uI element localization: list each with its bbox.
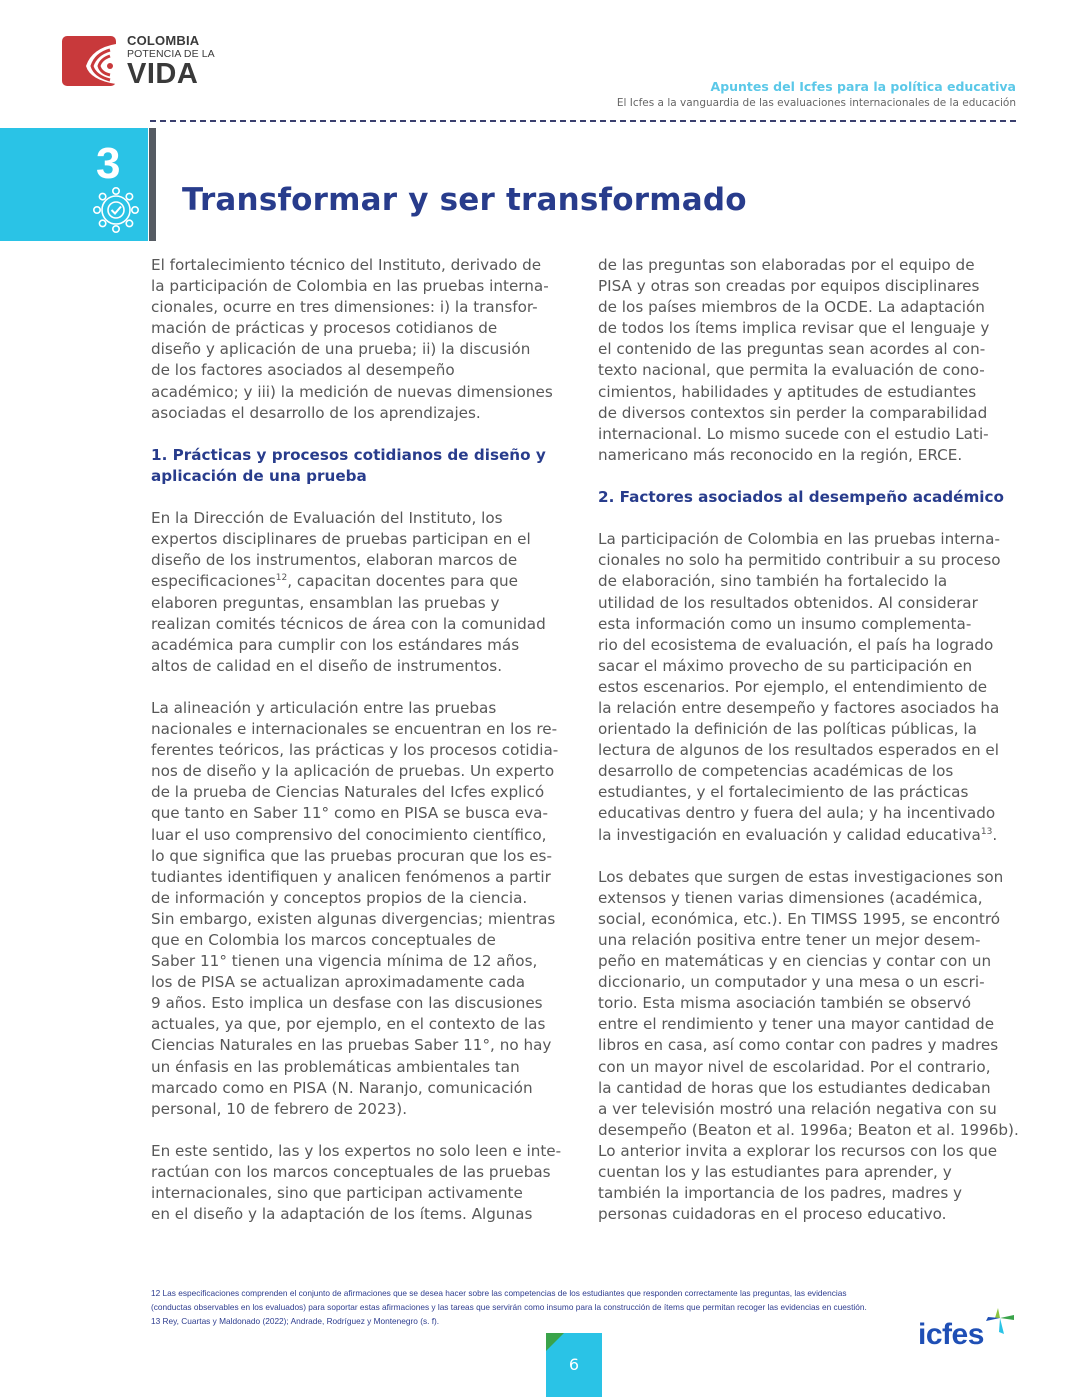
text-line: de la prueba de Ciencias Naturales del Icfes explicó <box>151 783 545 802</box>
gov-logo-line3: VIDA <box>127 58 199 90</box>
text-line: un énfasis en las problemáticas ambientales tan <box>151 1057 520 1076</box>
text-line: desempeño (Beaton et al. 1996a; Beaton et al. 1996b). <box>598 1120 1019 1139</box>
text-line: marcado como en PISA (N. Naranjo, comunicación <box>151 1078 533 1097</box>
text-line: En la Dirección de Evaluación del Instituto, los <box>151 509 503 528</box>
text-line: orientado la definición de las políticas públicas, la <box>598 720 977 739</box>
paragraph <box>151 698 576 1120</box>
text-line: extensos y tienen varias dimensiones (académica, <box>598 888 983 907</box>
text-line: texto nacional, que permita la evaluación de cono- <box>598 361 985 380</box>
text-line: actuales, ya que, por ejemplo, en el contexto de las <box>151 1015 546 1034</box>
network-check-icon <box>92 186 140 234</box>
text-line: Saber 11° tienen una vigencia mínima de 12 años, <box>151 952 538 971</box>
text-line: la relación entre desempeño y factores asociados ha <box>598 698 1000 717</box>
section-heading-1 <box>151 445 576 487</box>
text-line: elaboren preguntas, ensamblan las pruebas y <box>151 593 500 612</box>
heading-line: 1. Prácticas y procesos cotidianos de diseño y <box>151 445 546 464</box>
text-line: social, económica, etc.). En TIMSS 1995, se encontró <box>598 909 1001 928</box>
text-line: una relación positiva entre tener un mejor desem- <box>598 931 981 949</box>
text-line: de los factores asociados al desempeño <box>151 361 455 380</box>
text-line <box>151 571 576 592</box>
text-line: de diversos contextos sin perder la comparabilidad <box>598 403 988 422</box>
text-line: estudiantes, y el fortalecimiento de las prácticas <box>598 783 969 802</box>
text-line: internacional. Lo mismo sucede con el estudio Lati- <box>598 424 989 443</box>
paragraph <box>598 867 1023 1226</box>
green-corner <box>546 1333 564 1351</box>
text-line: diseño y aplicación de una prueba; ii) la discusión <box>151 340 531 359</box>
text-line: académica para cumplir con los estándares más <box>151 635 520 654</box>
text-line: rio del ecosistema de evaluación, el país ha logrado <box>598 635 994 654</box>
text-line: 9 años. Esto implica un desfase con las discusiones <box>151 994 543 1013</box>
text-line: PISA y otras son creadas por equipos disciplinares <box>598 277 980 296</box>
text-line: internacionales, sino que participan activamente <box>151 1184 523 1203</box>
footnote-ref-12[interactable]: 12 <box>275 573 288 584</box>
text-line: nos de diseño y la aplicación de pruebas. Un experto <box>151 762 555 781</box>
text-line: de todos los ítems implica revisar que el lenguaje y <box>598 319 990 338</box>
text-line: libros en casa, así como contar con padres y madres <box>598 1036 999 1055</box>
text-line: estos escenarios. Por ejemplo, el entendimiento de <box>598 677 988 696</box>
text-line: entre el rendimiento y tener una mayor cantidad de <box>598 1015 995 1034</box>
text-line: En este sentido, las y los expertos no solo leen e inte- <box>151 1141 562 1160</box>
intro-paragraph <box>151 255 576 424</box>
gov-logo-mark-icon <box>62 36 116 86</box>
text-line: expertos disciplinares de pruebas participan en el <box>151 530 531 549</box>
header-divider <box>150 120 1016 122</box>
text-line: nacionales e internacionales se encuentran en los re- <box>151 720 558 739</box>
footnote-13: 13 Rey, Cuartas y Maldonado (2022); Andrade, Rodríguez y Montenegro (s. f). <box>151 1316 440 1326</box>
colombia-potencia-de-la-vida-logo <box>62 34 222 88</box>
text-line: desarrollo de competencias académicas de los <box>598 762 954 781</box>
text-line: en el diseño y la adaptación de los ítems. Algunas <box>151 1205 533 1224</box>
text-fragment: . <box>992 825 998 844</box>
series-title: Apuntes del Icfes para la política educativa <box>710 79 1016 94</box>
page-number: 6 <box>568 1355 580 1374</box>
footnotes <box>151 1286 971 1328</box>
text-line: que en Colombia los marcos conceptuales de <box>151 931 496 949</box>
text-fragment: , capacitan docentes para que <box>287 572 519 591</box>
text-line: diseño de los instrumentos, elaboran marcos de <box>151 551 518 570</box>
text-line: diccionario, un computador y una mesa o un escri- <box>598 973 985 992</box>
text-line: de las preguntas son elaboradas por el equipo de <box>598 256 975 274</box>
text-line: La participación de Colombia en las pruebas interna- <box>598 530 1000 549</box>
chapter-bar <box>149 128 156 241</box>
right-column <box>598 255 1023 1246</box>
text-line: realizan comités técnicos de área con la comunidad <box>151 614 546 633</box>
text-line: Ciencias Naturales en las pruebas Saber 11°, no hay <box>151 1036 552 1055</box>
text-line: ferentes teóricos, las prácticas y los procesos cotidia- <box>151 741 559 760</box>
text-line: la participación de Colombia en las pruebas interna- <box>151 277 549 296</box>
text-line: la cantidad de horas que los estudiantes dedicaban <box>598 1078 991 1097</box>
page-number-tab <box>546 1333 602 1397</box>
heading-line: 2. Factores asociados al desempeño académico <box>598 488 1004 507</box>
icfes-wordmark: icfes <box>918 1318 984 1351</box>
icfes-logo <box>918 1306 1018 1356</box>
left-column <box>151 255 576 1246</box>
text-line: con un mayor nivel de escolaridad. Por el contrario, <box>598 1057 991 1076</box>
footnote-ref-13[interactable]: 13 <box>980 826 993 837</box>
text-line: personal, 10 de febrero de 2023). <box>151 1099 408 1118</box>
series-subtitle: El Icfes a la vanguardia de las evaluaciones internacionales de la educación <box>616 97 1016 109</box>
text-line: Lo anterior invita a explorar los recursos con los que <box>598 1141 998 1160</box>
text-line: cuentan los y las estudiantes para aprender, y <box>598 1163 952 1182</box>
icfes-star-icon <box>984 1306 1016 1336</box>
text-line <box>598 825 1023 846</box>
text-line: La alineación y articulación entre las pruebas <box>151 698 497 717</box>
paragraph <box>598 255 1023 466</box>
text-line: altos de calidad en el diseño de instrumentos. <box>151 656 503 675</box>
text-line: esta información como un insumo complementa- <box>598 614 972 633</box>
text-line: torio. Esta misma asociación también se observó <box>598 994 972 1013</box>
text-line: El fortalecimiento técnico del Instituto, derivado de <box>151 256 542 274</box>
running-header <box>617 79 1016 111</box>
text-line: a ver televisión mostró una relación negativa con su <box>598 1099 997 1118</box>
text-line: Sin embargo, existen algunas divergencias; mientras <box>151 909 556 928</box>
text-line: sacar el máximo provecho de su participación en <box>598 656 973 675</box>
text-line: el contenido de las preguntas sean acordes al con- <box>598 340 986 359</box>
text-line: personas cuidadoras en el proceso educativo. <box>598 1205 947 1224</box>
text-line: también la importancia de los padres, madres y <box>598 1184 963 1203</box>
text-line: peño en matemáticas y en ciencias y contar con un <box>598 952 992 971</box>
text-line: los de PISA se actualizan aproximadamente cada <box>151 973 526 992</box>
footnote-12-line1: 12 Las especificaciones comprenden el conjunto de afirmaciones que se desea hacer sobre las competencias de los estudiantes que responden correctamente las preguntas, las evidencias <box>151 1288 847 1298</box>
text-line: asociadas el desarrollo de los aprendizajes. <box>151 403 481 422</box>
paragraph <box>151 1141 576 1225</box>
page-title: Transformar y ser transformado <box>182 182 747 218</box>
chapter-number: 3 <box>96 139 121 188</box>
text-fragment: la investigación en evaluación y calidad educativa <box>598 825 981 844</box>
text-line: lectura de algunos de los resultados esperados en el <box>598 741 999 760</box>
text-line: mación de prácticas y procesos cotidianos de <box>151 319 498 338</box>
text-line: Los debates que surgen de estas investigaciones son <box>598 867 1004 886</box>
text-line: utilidad de los resultados obtenidos. Al considerar <box>598 593 978 612</box>
text-line: de los países miembros de la OCDE. La adaptación <box>598 298 985 317</box>
text-line: ractúan con los marcos conceptuales de las pruebas <box>151 1163 551 1182</box>
text-fragment: especificaciones <box>151 572 276 591</box>
text-line: que tanto en Saber 11° como en PISA se busca eva- <box>151 804 548 823</box>
paragraph <box>151 508 576 677</box>
text-line: educativas dentro y fuera del aula; y ha incentivado <box>598 804 996 823</box>
text-line: tudiantes identifiquen y analicen fenómenos a partir <box>151 867 551 886</box>
text-line: luar el uso comprensivo del conocimiento científico, <box>151 825 547 844</box>
text-line: namericano más reconocido en la región, ERCE. <box>598 445 963 464</box>
text-line: cionales no solo ha permitido contribuir a su proceso <box>598 551 1001 570</box>
text-line: lo que significa que las pruebas procuran que los es- <box>151 846 552 865</box>
heading-line: aplicación de una prueba <box>151 466 367 485</box>
gov-logo-line1: COLOMBIA <box>127 33 200 48</box>
text-line: cionales, ocurre en tres dimensiones: i) la transfor- <box>151 298 538 317</box>
footnote-12-line2: (conductas observables en los evaluados) para soportar estas afirmaciones y las tareas que servirán como insumo para la construcción de ítems que permitan recoger las evidencias en cuestión. <box>151 1302 867 1312</box>
paragraph <box>598 529 1023 845</box>
text-line: cimientos, habilidades y aptitudes de estudiantes <box>598 382 977 401</box>
text-line: de información y conceptos propios de la ciencia. <box>151 888 528 907</box>
text-line: académico; y iii) la medición de nuevas dimensiones <box>151 382 553 401</box>
section-heading-2 <box>598 487 1023 508</box>
text-line: de elaboración, sino también ha fortalecido la <box>598 572 948 591</box>
gov-logo-line2: POTENCIA DE LA <box>127 48 215 60</box>
